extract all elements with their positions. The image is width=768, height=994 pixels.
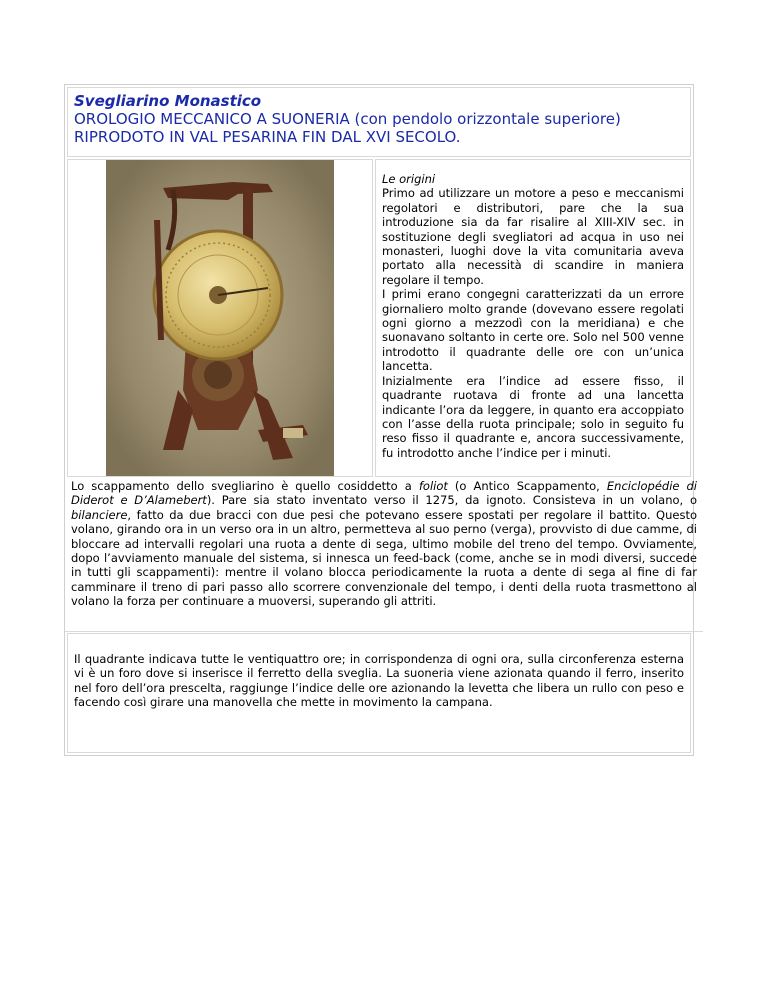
quadrante-paragraph: Il quadrante indicava tutte le ventiquattro ore; in corrispondenza di ogni ora, sulla circonferenza esterna vi è un foro dove si inserisce il ferretto della sveglia. La suoneria viene azionata quando il ferro, inserito nel foro dell’ora prescelta, raggiunge l’indice delle ore azionando la levetta che libera un rullo con peso e facendo così girare una manovella che mette in movimento la campana. [67, 633, 691, 753]
scappamento-paragraph [65, 479, 703, 632]
scappamento-text-1: Lo scappamento dello svegliarino è quello cosiddetto a [71, 479, 419, 493]
origini-cell [375, 159, 691, 477]
document-title: Svegliarino Monastico [74, 92, 262, 110]
encyclopedie-reference: Enciclopédie di Diderot e D’Alamebert [71, 479, 697, 508]
scappamento-text-3: ). Pare sia stato inventato verso il 1275, da ignoto. Consisteva in un volano, o [206, 493, 697, 508]
scappamento-text-4: , fatto da due bracci con due pesi che potevano essere spostati per regolare il battito. Questo volano, girando ora in un verso ora in un altro, permetteva al suo perno (verga), provvisto di due camme, di bloccare ad intervalli regolari una ruota a dente di sega, ultimo mobile del treno del tempo. Ovviamente, dopo l’avviamento manuale del sistema, si innesca un feed-back (come, anche se in modi diversi, succede in tutti gli scappamenti): mentre il volano blocca periodicamente la ruota a dente di sega al fine di far camminare il treno di pari passo allo scorrere convenzionale del tempo, i denti della ruota trasmettono al volano la forza per continuare a muoversi, superando gli attriti. [71, 507, 697, 609]
image-cell [67, 159, 373, 477]
scappamento-text-2: (o Antico Scappamento, [447, 479, 607, 493]
origini-paragraph-3: Inizialmente era l’indice ad essere fisso, il quadrante ruotava di fronte ad una lancetta indicante l’ora da leggere, in quanto era accoppiato con l’asse della ruota principale; solo in seguito fu reso fisso il quadrante e, ancora successivamente, fu introdotto anche l’indice per i minuti. [382, 373, 684, 460]
origini-heading: Le origini [382, 172, 436, 186]
title-cell [67, 87, 691, 157]
clock-photo [68, 160, 372, 476]
subtitle-line-2: RIPRODOTO IN VAL PESARINA FIN DAL XVI SECOLO. [74, 128, 461, 146]
content-table [64, 84, 697, 756]
foliot-term: foliot [418, 479, 448, 493]
origini-paragraph-1: Primo ad utilizzare un motore a peso e meccanismi regolatori e distributori, pare che la sua introduzione sia da far risalire al XIII-XIV sec. in sostituzione degli svegliatori ad acqua in uso nei monasteri, luoghi dove la vita comunitaria aveva portato alla necessità di scandire in maniera regolare il tempo. [382, 186, 684, 287]
bilanciere-term: bilanciere [71, 507, 128, 522]
origini-paragraph-2: I primi erano congegni caratterizzati da un errore giornaliero molto grande (dovevano essere regolati ogni giorno a mezzodì con la meridiana) e che suonavano soltanto in certe ore. Solo nel 500 venne introdotto il quadrante delle ore con un’unica lancetta. [382, 287, 684, 374]
subtitle-line-1: OROLOGIO MECCANICO A SUONERIA (con pendolo orizzontale superiore) [74, 110, 621, 128]
